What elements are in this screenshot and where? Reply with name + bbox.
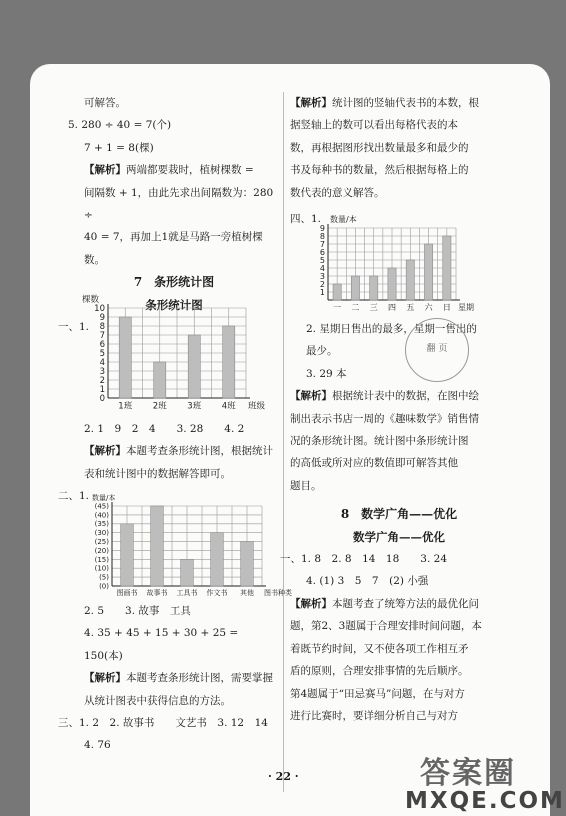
y-tick-label: 6: [319, 247, 325, 257]
y-tick-label: 5: [99, 348, 105, 359]
bar: [370, 276, 378, 300]
y-axis-label: 数量/本: [92, 494, 116, 502]
y-tick-label: (45): [94, 502, 109, 511]
bar: [188, 335, 200, 398]
y-tick-label: 2: [99, 375, 105, 386]
x-tick-label: 二: [351, 303, 360, 312]
bar: [388, 268, 396, 300]
text-line: 第4题属于“田忌赛马”问题，在与对方: [290, 687, 465, 700]
text-line: 盾的原则，合理安排事情的先后顺序。: [290, 665, 469, 678]
y-axis-label: 数量/本: [330, 215, 357, 224]
bar: [333, 284, 341, 300]
text-line: 本题考查条形统计图，根据统计: [126, 445, 273, 458]
y-tick-label: (25): [94, 538, 109, 547]
text-line: 表和统计图中的数据解答即可。: [84, 467, 231, 480]
answer-line: 最少。: [306, 345, 338, 358]
y-tick-label: 8: [99, 321, 105, 332]
text-line: 数，再根据图形找出数量最多和最少的: [290, 141, 469, 154]
y-tick-label: 7: [99, 330, 105, 341]
text-line: 数代表的意义解答。: [290, 186, 385, 199]
y-tick-label: 9: [99, 312, 105, 323]
analysis-label: 【解析】: [84, 164, 126, 177]
text-line: 题，第2、3题属于合理安排时间问题，本: [290, 620, 482, 633]
text-line: 40 = 7，再加上1就是马路一旁植树棵数。: [84, 231, 263, 266]
text-line: 可解答。: [84, 97, 126, 109]
book-type-bar-chart: [86, 494, 292, 598]
text-line: 着既节约时间，又不使各项工作相互矛: [290, 642, 469, 655]
x-tick-label: 1班: [118, 401, 133, 412]
x-tick-label: 4班: [221, 401, 236, 412]
page-number: · 22 ·: [268, 770, 299, 783]
bar: [223, 326, 235, 398]
text-line: 况的条形统计图。统计图中条形统计图: [290, 435, 469, 448]
x-tick-label: 日: [442, 303, 451, 312]
answer-line: 一、1. 8 2. 8 14 18 3. 24: [280, 553, 448, 566]
y-tick-label: 3: [319, 271, 325, 281]
watermark-logo-text: 答案圈: [420, 756, 516, 791]
x-tick-label: 其他: [240, 589, 254, 597]
x-tick-label: 六: [424, 303, 433, 312]
y-tick-label: 7: [319, 239, 325, 249]
question-number: 一、1.: [58, 321, 90, 334]
y-tick-label: (30): [94, 529, 109, 538]
x-tick-label: 作文书: [206, 589, 228, 597]
y-tick-label: 1: [99, 384, 105, 395]
text-line: 从统计图表中获得信息的方法。: [84, 694, 231, 707]
library-stamp: 翻 页: [405, 318, 469, 382]
column-divider: [283, 92, 284, 792]
chapter-title: 8 数学广角——优化: [340, 507, 458, 522]
x-tick-label: 图画书: [116, 589, 138, 597]
answer-line: 4. 35 + 45 + 15 + 30 + 25 = 150(本): [84, 627, 239, 662]
bar: [154, 362, 166, 398]
class-tree-bar-chart: [80, 292, 280, 417]
text-line: 5. 280 ÷ 40 = 7(个): [68, 119, 172, 132]
bar: [151, 506, 164, 586]
answer-line: 2. 5 3. 故事 工具: [84, 605, 191, 617]
y-tick-label: (10): [94, 564, 109, 573]
answer-line: 2. 1 9 2 4 3. 28 4. 2: [84, 423, 245, 435]
analysis-label: 【解析】: [290, 390, 332, 403]
answer-line: 3. 29 本: [306, 367, 347, 380]
y-tick-label: (5): [99, 573, 109, 582]
analysis-label: 【解析】: [84, 672, 126, 685]
bar: [211, 533, 224, 586]
x-axis-label: 星期: [458, 303, 474, 312]
bar: [119, 317, 131, 398]
weekly-sales-bar-chart: [316, 208, 484, 318]
y-tick-label: 8: [319, 231, 325, 241]
text-line: 的高低或所对应的数值即可解答其他: [290, 457, 458, 470]
answer-line: 4. 76: [84, 739, 111, 752]
text-line: 书及每种书的数量，然后根据每格上的: [290, 164, 469, 177]
y-tick-label: (15): [94, 555, 109, 564]
text-line: 题目。: [290, 479, 322, 492]
y-tick-label: 4: [99, 357, 105, 368]
text-line: 根据统计表中的数据，在图中绘: [332, 390, 479, 403]
text-line: 本题考查了统筹方法的最优化问: [332, 597, 479, 610]
analysis-label: 【解析】: [290, 97, 332, 109]
section-title: 数学广角——优化: [353, 529, 445, 544]
y-tick-label: (40): [94, 511, 109, 520]
chapter-title: 7 条形统计图: [133, 275, 215, 290]
x-axis-label: 班级: [248, 401, 266, 412]
answer-line: 2. 星期日售出的最多，星期一售出的: [306, 323, 477, 335]
bar: [351, 276, 359, 300]
bar: [424, 244, 432, 300]
x-tick-label: 3班: [187, 401, 202, 412]
bar: [241, 542, 254, 586]
x-tick-label: 五: [406, 303, 415, 312]
x-axis-label: 图书种类: [264, 589, 292, 597]
text-line: 统计图的竖轴代表书的本数，根: [332, 97, 479, 109]
text-line: 间隔数 + 1，由此先求出间隔数为：280 ÷: [84, 186, 274, 222]
text-line: 本题考查条形统计图，需要掌握: [126, 672, 273, 685]
y-tick-label: 4: [319, 263, 325, 273]
y-tick-label: 5: [319, 255, 325, 265]
y-tick-label: 3: [99, 366, 105, 377]
x-tick-label: 三: [369, 303, 378, 312]
bar: [121, 524, 134, 586]
x-tick-label: 故事书: [146, 589, 168, 597]
analysis-label: 【解析】: [84, 445, 126, 458]
text-line: 制出表示书店一周的《趣味数学》销售情: [290, 412, 479, 425]
y-tick-label: 2: [319, 279, 325, 289]
bar: [443, 236, 451, 300]
y-tick-label: 1: [319, 287, 325, 297]
bar: [406, 260, 414, 300]
y-tick-label: 6: [99, 339, 105, 350]
y-axis-label: 棵数: [82, 295, 100, 305]
x-tick-label: 四: [388, 303, 396, 312]
x-tick-label: 工具书: [176, 589, 198, 597]
watermark-url: MXQE.COM: [405, 788, 565, 814]
answer-line: 4. (1) 3 5 7 (2) 小强: [306, 575, 429, 588]
y-tick-label: 9: [319, 223, 325, 233]
bar: [181, 559, 194, 586]
x-tick-label: 一: [333, 303, 342, 312]
answer-line: 三、1. 2 2. 故事书 文艺书 3. 12 14: [58, 717, 268, 730]
y-tick-label: (35): [94, 520, 109, 529]
right-column-2: [280, 318, 508, 727]
y-tick-label: 0: [99, 393, 105, 404]
analysis-label: 【解析】: [290, 597, 332, 610]
text-line: 两端都要栽时，植树棵数 =: [126, 164, 254, 177]
text-line: 进行比赛时，要详细分析自己与对方: [290, 709, 458, 722]
y-tick-label: (0): [99, 582, 109, 591]
x-tick-label: 2班: [152, 401, 167, 412]
y-tick-label: 10: [94, 303, 105, 314]
left-column-3: [58, 600, 280, 757]
question-number: 二、1.: [58, 490, 90, 503]
section-title: 条形统计图: [145, 297, 203, 312]
text-line: 7 + 1 = 8(棵): [84, 141, 154, 154]
y-tick-label: (20): [94, 546, 109, 555]
text-line: 据竖轴上的数可以看出每格代表的本: [290, 119, 458, 132]
question-number: 四、1.: [290, 213, 322, 226]
